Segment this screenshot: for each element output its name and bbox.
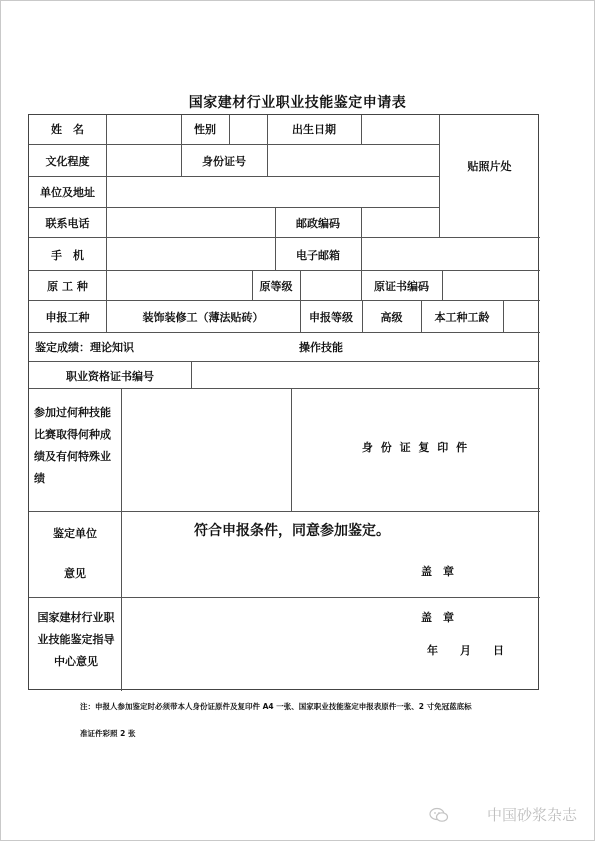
label-name: 姓 名 (51, 123, 84, 136)
label-center-opinion: 国家建材行业职业技能鉴定指导中心意见 (37, 611, 115, 668)
label-mobile: 手 机 (51, 249, 84, 262)
row-line (29, 207, 439, 208)
watermark-text: 中国砂浆杂志 (486, 806, 577, 824)
label-unit-address: 单位及地址 (40, 186, 95, 199)
label-result-theory: 鉴定成绩：理论知识 (35, 341, 134, 354)
col-line (267, 144, 268, 176)
label-email: 电子邮箱 (296, 249, 340, 262)
col-line (361, 115, 362, 144)
label-original-cert-no: 原证书编码 (374, 280, 429, 293)
label-id-number: 身份证号 (202, 155, 246, 168)
label-gender: 性别 (194, 123, 216, 136)
label-unit-opinion: 鉴定单位 (53, 527, 97, 540)
label-birth-date: 出生日期 (292, 123, 336, 136)
label-apply-level: 申报等级 (309, 311, 353, 324)
label-education: 文化程度 (45, 155, 90, 168)
col-line (121, 388, 122, 691)
row-line (29, 361, 540, 362)
footnote-line-2: 准证件彩照 2 张 (80, 729, 136, 738)
col-line (503, 300, 504, 332)
label-original-level: 原等级 (259, 280, 293, 293)
col-line (106, 115, 107, 207)
footnote-line-1: 注：申报人参加鉴定时必须带本人身份证原件及复印件 A4 一张、国家职业技能鉴定申报表原件一张、2 寸免冠蓝底标 (80, 702, 472, 711)
label-phone: 联系电话 (45, 217, 90, 230)
label-postcode: 邮政编码 (296, 217, 340, 230)
col-line (229, 115, 230, 144)
label-photo: 贴照片处 (467, 160, 512, 173)
row-line (29, 388, 540, 389)
row-line (29, 144, 439, 145)
col-line (191, 361, 192, 388)
col-line (361, 207, 362, 270)
label-cert-no: 职业资格证书编号 (66, 370, 154, 383)
apply-trade-value: 装饰装修工（薄法贴砖） (142, 311, 264, 324)
row-line (29, 511, 540, 512)
col-line (442, 270, 443, 300)
seal-label-center: 盖 章 (421, 611, 454, 624)
date-label: 年 月 日 (427, 644, 504, 657)
seal-label-unit: 盖 章 (421, 565, 454, 578)
row-line (29, 597, 540, 598)
row-line (29, 332, 540, 333)
label-operation-skill: 操作技能 (299, 341, 343, 354)
application-form-table (28, 114, 539, 690)
label-apply-trade: 申报工种 (45, 311, 90, 324)
label-original-trade: 原 工 种 (47, 280, 88, 293)
label-unit-opinion-suffix: 意见 (64, 567, 86, 580)
unit-opinion-text: 符合申报条件，同意参加鉴定。 (194, 523, 390, 539)
label-competition: 参加过何种技能比赛取得何种成绩及有何特殊业绩 (34, 406, 111, 485)
label-id-copy: 身 份 证 复 印 件 (361, 441, 470, 454)
apply-level-value: 高级 (380, 311, 403, 324)
row-line (29, 176, 439, 177)
wechat-icon (429, 807, 449, 823)
label-trade-years: 本工种工龄 (434, 311, 490, 324)
form-title: 国家建材行业职业技能鉴定申请表 (188, 95, 407, 111)
col-line (439, 115, 440, 237)
